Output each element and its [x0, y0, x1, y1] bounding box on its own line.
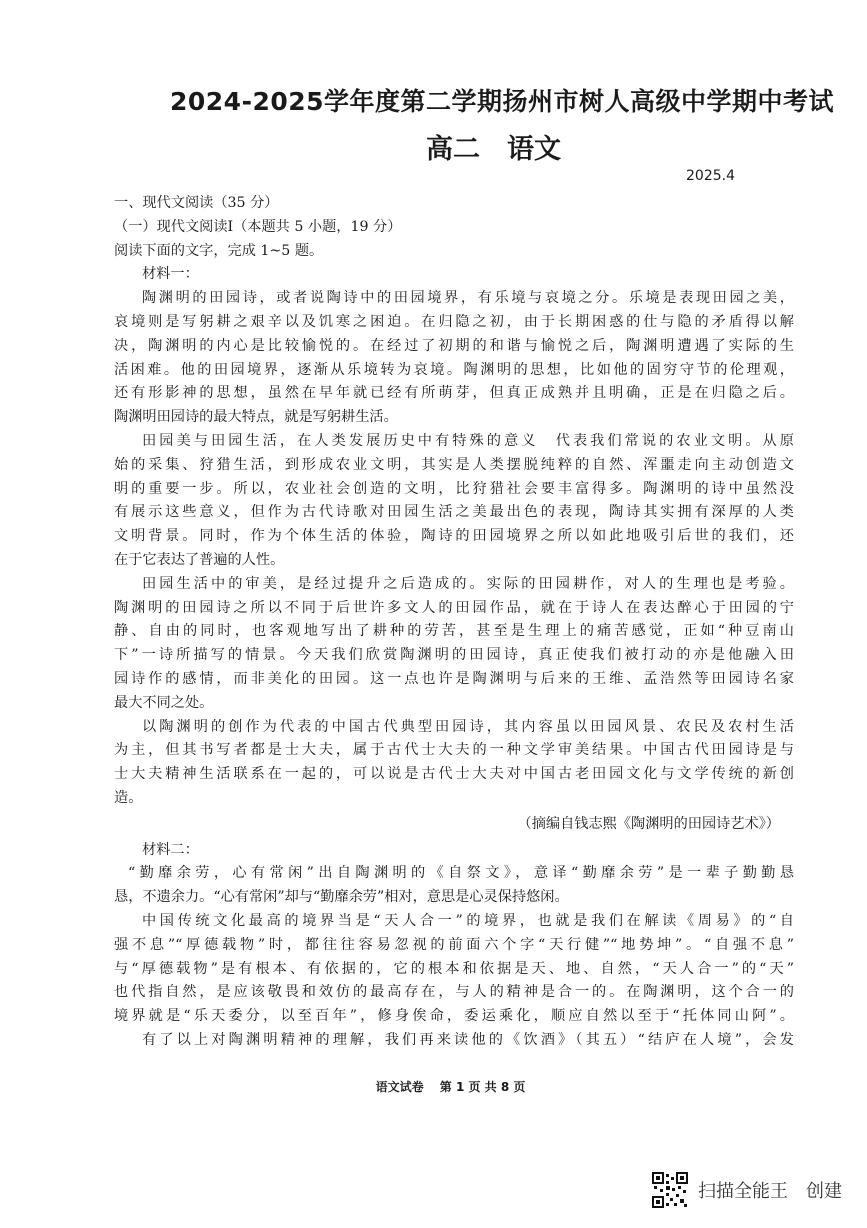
text-line: 恳，不遗余力。“心有常闲”却与“勤靡余劳”相对，意思是心灵保持悠闲。	[114, 889, 569, 906]
footer-page-number: 第 1 页 共 8 页	[439, 1080, 526, 1094]
text-line: 与“厚德载物”是有根本、有依据的，它的根本和依据是天、地、自然，“天人合一”的“天”	[114, 960, 794, 977]
text-line: 静、自由的同时，也客观地写出了耕种的劳苦，甚至是生理上的痛苦感觉，正如“种豆南山	[114, 623, 794, 640]
material2-para2	[114, 910, 794, 1029]
qr-code-icon	[652, 1172, 688, 1208]
text-line: 陶渊明田园诗的最大特点，就是写躬耕生活。	[114, 409, 398, 426]
text-line: 也代指自然，是应该敬畏和效仿的最高存在，与人的精神是合一的。在陶渊明，这个合一的	[114, 984, 794, 1001]
text-line: 始的采集、狩猎生活，到形成农业文明，其实是人类摆脱纯粹的自然、浑噩走向主动创造文	[114, 456, 794, 473]
text-line: 有了以上对陶渊明精神的理解，我们再来读他的《饮酒》（其五）“结庐在人境”，会发	[142, 1031, 794, 1048]
material1-para1	[114, 287, 794, 430]
text-line: 决，陶渊明的内心是比较愉悦的。在经过了初期的和谐与愉悦之后，陶渊明遭遇了实际的生	[114, 337, 794, 354]
page-footer	[0, 1078, 867, 1095]
text-line: 田园生活中的审美，是经过提升之后造成的。实际的田园耕作，对人的生理也是考验。	[142, 575, 794, 592]
text-line: 最大不同之处。	[114, 694, 214, 711]
text-line: 中国传统文化最高的境界当是“天人合一”的境界，也就是我们在解读《周易》的“自	[142, 912, 794, 929]
text-line: 以陶渊明的创作为代表的中国古代典型田园诗，其内容虽以田园风景、农民及农村生活	[142, 718, 794, 735]
text-line: 造。	[114, 789, 143, 806]
text-line: 明的重要一步。所以，农业社会创造的文明，比狩猎社会要丰富得多。陶渊明的诗中虽然没	[114, 480, 794, 497]
text-line: 境界就是“乐天委分，以至百年”，修身俟命，委运乘化，顺应自然以至于“托体同山阿”。	[114, 1008, 794, 1025]
text-line: 强不息”“厚德载物”时，都往往容易忽视的前面六个字“天行健”“地势坤”。“自强不息”	[114, 936, 794, 953]
material1-para3	[114, 573, 794, 716]
text-line: 在于它表达了普遍的人性。	[114, 551, 285, 568]
text-line: 为主，但其书写者都是士大夫，属于古代士大夫的一种文学审美结果。中国古代田园诗是与	[114, 742, 794, 759]
material1-label: 材料一：	[142, 266, 199, 283]
text-line: 陶渊明的田园诗之所以不同于后世许多文人的田园作品，就在于诗人在表达醉心于田园的宁	[114, 599, 794, 616]
material1-source: （摘编自钱志熙《陶渊明的田园诗艺术》）	[517, 815, 780, 832]
text-line: 下”一诗所描写的情景。今天我们欣赏陶渊明的田园诗，真正使我们被打动的亦是他融入田	[114, 647, 794, 664]
text-line: 士大夫精神生活联系在一起的，可以说是古代士大夫对中国古老田园文化与文学传统的新创	[114, 766, 794, 783]
text-line: 园诗作的感情，而非美化的田园。这一点也许是陶渊明与后来的王维、孟浩然等田园诗名家	[114, 670, 794, 687]
text-line: 田园美与田园生活，在人类发展历史中有特殊的意义 代表我们常说的农业文明。从原	[142, 432, 794, 449]
text-line: “勤靡余劳，心有常闲”出自陶渊明的《自祭文》，意译“勤靡余劳”是一辈子勤勤恳	[128, 865, 794, 882]
exam-title: 2024-2025学年度第二学期扬州市树人高级中学期中考试	[170, 87, 835, 116]
material1-para4	[114, 716, 794, 811]
footer-subject: 语文试卷	[375, 1080, 424, 1094]
instruction: 阅读下面的文字，完成 1~5 题。	[114, 242, 324, 259]
text-line: 还有形影神的思想，虽然在早年就已经有所萌芽，但真正成熟并且明确，正是在归隐之后。	[114, 385, 794, 402]
material2-para3	[114, 1029, 794, 1053]
exam-body	[114, 192, 794, 1053]
exam-date: 2025.4	[686, 168, 735, 184]
text-line: 活困难。他的田园境界，逐渐从乐境转为哀境。陶渊明的思想，比如他的固穷守节的伦理观，	[114, 361, 794, 378]
section-heading: 一、现代文阅读（35 分）	[114, 195, 279, 211]
material2-label: 材料二：	[142, 841, 199, 858]
text-line: 有展示这些意义，但作为古代诗歌对田园生活之美最出色的表现，陶诗其实拥有深厚的人类	[114, 504, 794, 521]
text-line: 哀境则是写躬耕之艰辛以及饥寒之困迫。在归隐之初，由于长期困惑的仕与隐的矛盾得以解	[114, 313, 794, 330]
text-line: 陶渊明的田园诗，或者说陶诗中的田园境界，有乐境与哀境之分。乐境是表现田园之美，	[142, 290, 794, 307]
material1-para2	[114, 430, 794, 573]
text-line: 文明背景。同时，作为个体生活的体验，陶诗的田园境界之所以如此地吸引后世的我们，还	[114, 528, 794, 545]
exam-subtitle: 高二 语文	[426, 134, 561, 165]
scanner-watermark: 扫描全能王 创建	[698, 1181, 842, 1202]
section-subheading: （一）现代文阅读Ⅰ（本题共 5 小题，19 分）	[114, 218, 402, 235]
material2-para1	[114, 862, 794, 910]
